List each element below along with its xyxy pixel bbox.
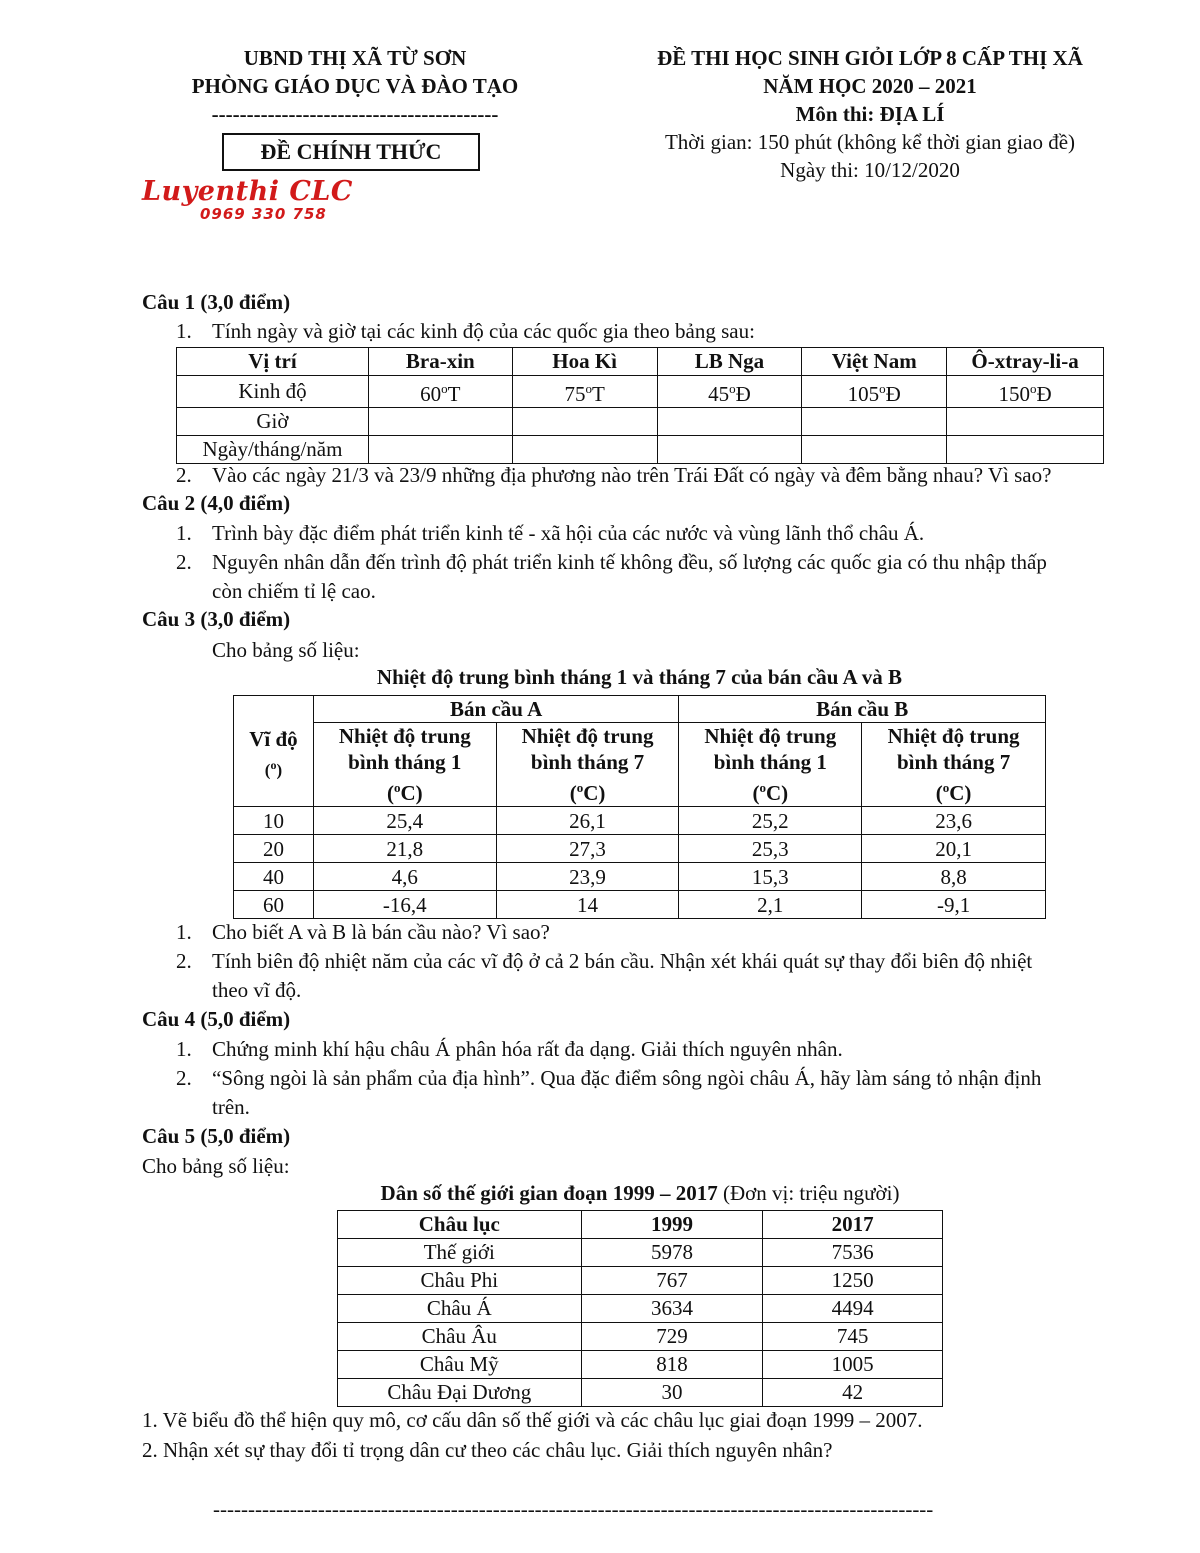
table-cell: -16,4 (313, 891, 496, 919)
row-label: Giờ (177, 408, 369, 436)
table-cell-empty (802, 408, 947, 436)
table-header-cell: Việt Nam (802, 348, 947, 376)
table-row (177, 408, 1104, 436)
q3-temperature-table (233, 695, 1046, 919)
department-name: PHÒNG GIÁO DỤC VÀ ĐÀO TẠO (191, 74, 519, 98)
footer-dashes: ------------------------------------------------------------------------------------------------------- (213, 1497, 934, 1521)
table-cell: 4494 (763, 1295, 943, 1323)
table-row (338, 1351, 943, 1379)
exam-duration: Thời gian: 150 phút (không kể thời gian giao đề) (664, 130, 1076, 154)
header-left-dashes: ----------------------------------------- (211, 102, 499, 126)
q4-item-2-number: 2. (176, 1066, 192, 1090)
q2-item-2-number: 2. (176, 550, 192, 574)
agency-name: UBND THỊ XÃ TỪ SƠN (243, 46, 467, 70)
q2-item-2-line1: Nguyên nhân dẫn đến trình độ phát triển kinh tế không đều, số lượng các quốc gia có thu nhập thấp (212, 550, 1047, 574)
table-cell-empty (947, 436, 1104, 464)
q3-item-1-text: Cho biết A và B là bán cầu nào? Vì sao? (212, 920, 550, 944)
q1-title: Câu 1 (3,0 điểm) (142, 290, 291, 314)
jan-temp-header-a: Nhiệt độ trung bình tháng 1 ($^o$C) (313, 723, 496, 807)
table-cell: 7536 (763, 1239, 943, 1267)
q4-item-2 (176, 1064, 1156, 1122)
q5-title: Câu 5 (5,0 điểm) (142, 1124, 291, 1148)
table-cell-empty (368, 408, 512, 436)
table-row (234, 891, 1046, 919)
table-cell-empty (368, 436, 512, 464)
q5-table-title-main: Dân số thế giới gian đoạn 1999 – 2017 (380, 1181, 718, 1205)
jul-temp-header-a: Nhiệt độ trung bình tháng 7 ($^o$C) (496, 723, 679, 807)
table-cell: 45$^o$Đ (657, 376, 802, 408)
subject: Môn thi: ĐỊA LÍ (795, 102, 945, 126)
table-row (234, 835, 1046, 863)
table-cell: 60$^o$T (368, 376, 512, 408)
hemisphere-a-header: Bán cầu A (313, 696, 679, 723)
table-cell: -9,1 (862, 891, 1046, 919)
q2-item-1-text: Trình bày đặc điểm phát triển kinh tế - xã hội của các nước và vùng lãnh thổ châu Á. (212, 521, 925, 545)
q2-item-2-line2: còn chiếm tỉ lệ cao. (212, 579, 376, 603)
table-header-row (338, 1211, 943, 1239)
q3-item-1 (176, 918, 1136, 947)
table-row (338, 1295, 943, 1323)
table-cell-empty (947, 408, 1104, 436)
q2-item-2 (176, 548, 1156, 606)
header-right (605, 44, 1135, 184)
exam-title: ĐỀ THI HỌC SINH GIỎI LỚP 8 CẤP THỊ XÃ (657, 46, 1083, 70)
table-cell: Châu Đại Dương (338, 1379, 582, 1407)
table-cell: 25,3 (679, 835, 862, 863)
table-cell: 30 (581, 1379, 763, 1407)
table-cell: 767 (581, 1267, 763, 1295)
q5-table-title-unit: (Đơn vị: triệu người) (717, 1181, 900, 1205)
table-header-cell: Hoa Kì (512, 348, 657, 376)
table-cell-empty (512, 436, 657, 464)
table-row (338, 1323, 943, 1351)
table-header-cell: LB Nga (657, 348, 802, 376)
header-left (150, 44, 560, 128)
table-row (338, 1379, 943, 1407)
row-label: Kinh độ (177, 376, 369, 408)
table-header-cell: Bra-xin (368, 348, 512, 376)
table-cell: 23,6 (862, 807, 1046, 835)
hemisphere-b-header: Bán cầu B (679, 696, 1046, 723)
table-cell: 1005 (763, 1351, 943, 1379)
table-row (177, 436, 1104, 464)
q2-item-1-number: 1. (176, 521, 192, 545)
table-cell: Châu Âu (338, 1323, 582, 1351)
table-header-cell: Châu lục (338, 1211, 582, 1239)
table-cell: 10 (234, 807, 314, 835)
table-cell: 2,1 (679, 891, 862, 919)
q3-item-2-line1: Tính biên độ nhiệt năm của các vĩ độ ở cả 2 bán cầu. Nhận xét khái quát sự thay đổi biên độ nhiệt (212, 949, 1033, 973)
q4-item-1 (176, 1035, 1136, 1064)
table-row (177, 376, 1104, 408)
q4-item-2-line2: trên. (212, 1095, 250, 1119)
q5-item-1: 1. Vẽ biểu đồ thể hiện quy mô, cơ cấu dân số thế giới và các châu lục giai đoạn 1999 – 2007. (142, 1408, 923, 1432)
q3-title: Câu 3 (3,0 điểm) (142, 607, 291, 631)
table-cell-empty (802, 436, 947, 464)
q5-intro: Cho bảng số liệu: (142, 1154, 290, 1178)
q2-title: Câu 2 (4,0 điểm) (142, 491, 291, 515)
table-header-cell: Ô-xtray-li-a (947, 348, 1104, 376)
table-cell: 25,4 (313, 807, 496, 835)
table-cell: Châu Á (338, 1295, 582, 1323)
table-cell: 15,3 (679, 863, 862, 891)
table-cell: 5978 (581, 1239, 763, 1267)
table-header-cell: 1999 (581, 1211, 763, 1239)
table-subheader-row (234, 723, 1046, 807)
table-row (338, 1267, 943, 1295)
q1-item-2 (176, 461, 1156, 490)
school-year: NĂM HỌC 2020 – 2021 (763, 74, 977, 98)
table-cell: 27,3 (496, 835, 679, 863)
table-cell: 745 (763, 1323, 943, 1351)
q1-item-1-text: Tính ngày và giờ tại các kinh độ của các quốc gia theo bảng sau: (212, 319, 755, 343)
table-cell: Châu Phi (338, 1267, 582, 1295)
table-cell-empty (657, 408, 802, 436)
table-row (234, 863, 1046, 891)
table-cell-empty (657, 436, 802, 464)
table-row (338, 1239, 943, 1267)
table-header-cell: Vị trí (177, 348, 369, 376)
q5-item-2: 2. Nhận xét sự thay đổi tỉ trọng dân cư theo các châu lục. Giải thích nguyên nhân? (142, 1438, 833, 1462)
q3-item-2-number: 2. (176, 949, 192, 973)
q3-item-1-number: 1. (176, 920, 192, 944)
q3-table-title: Nhiệt độ trung bình tháng 1 và tháng 7 của bán cầu A và B (376, 665, 903, 689)
q3-item-2 (176, 947, 1156, 1005)
watermark-logo-name: Luyenthi CLC (142, 176, 353, 207)
table-cell: 26,1 (496, 807, 679, 835)
table-cell: 20,1 (862, 835, 1046, 863)
q5-table-title (250, 1181, 1030, 1206)
table-cell: 8,8 (862, 863, 1046, 891)
table-cell: 23,9 (496, 863, 679, 891)
official-exam-box: ĐỀ CHÍNH THỨC (222, 133, 480, 171)
q1-item-2-text: Vào các ngày 21/3 và 23/9 những địa phương nào trên Trái Đất có ngày và đêm bằng nhau? Vì sao? (212, 463, 1052, 487)
q2-item-1 (176, 519, 1136, 548)
latitude-header: Vĩ độ ($^o$) (234, 696, 314, 807)
q4-item-1-text: Chứng minh khí hậu châu Á phân hóa rất đa dạng. Giải thích nguyên nhân. (212, 1037, 843, 1061)
table-cell: 20 (234, 835, 314, 863)
table-cell: 729 (581, 1323, 763, 1351)
jul-temp-header-b: Nhiệt độ trung bình tháng 7 ($^o$C) (862, 723, 1046, 807)
q3-item-2-line2: theo vĩ độ. (212, 978, 302, 1002)
q5-population-table (337, 1210, 943, 1407)
table-cell-empty (512, 408, 657, 436)
q4-title: Câu 4 (5,0 điểm) (142, 1007, 291, 1031)
table-cell: 60 (234, 891, 314, 919)
table-header-row (177, 348, 1104, 376)
table-cell: 75$^o$T (512, 376, 657, 408)
table-cell: 21,8 (313, 835, 496, 863)
q3-intro: Cho bảng số liệu: (212, 638, 360, 662)
table-row (234, 807, 1046, 835)
q4-item-2-line1: “Sông ngòi là sản phẩm của địa hình”. Qua đặc điểm sông ngòi châu Á, hãy làm sáng tỏ nhận định (212, 1066, 1042, 1090)
table-cell: 818 (581, 1351, 763, 1379)
q1-item-2-number: 2. (176, 463, 192, 487)
table-cell: 4,6 (313, 863, 496, 891)
q1-item-1 (176, 317, 1136, 346)
row-label: Ngày/tháng/năm (177, 436, 369, 464)
jan-temp-header-b: Nhiệt độ trung bình tháng 1 ($^o$C) (679, 723, 862, 807)
exam-date: Ngày thi: 10/12/2020 (780, 158, 960, 182)
table-cell: 1250 (763, 1267, 943, 1295)
table-cell: 3634 (581, 1295, 763, 1323)
watermark-logo-phone: 0969 330 758 (200, 205, 327, 223)
table-cell: 25,2 (679, 807, 862, 835)
table-header-row (234, 696, 1046, 723)
table-cell: 105$^o$Đ (802, 376, 947, 408)
table-cell: 14 (496, 891, 679, 919)
q4-item-1-number: 1. (176, 1037, 192, 1061)
table-header-cell: 2017 (763, 1211, 943, 1239)
table-cell: Thế giới (338, 1239, 582, 1267)
table-cell: 42 (763, 1379, 943, 1407)
table-cell: 40 (234, 863, 314, 891)
table-cell: 150$^o$Đ (947, 376, 1104, 408)
table-cell: Châu Mỹ (338, 1351, 582, 1379)
q1-longitude-table (176, 347, 1104, 464)
q1-item-1-number: 1. (176, 319, 192, 343)
